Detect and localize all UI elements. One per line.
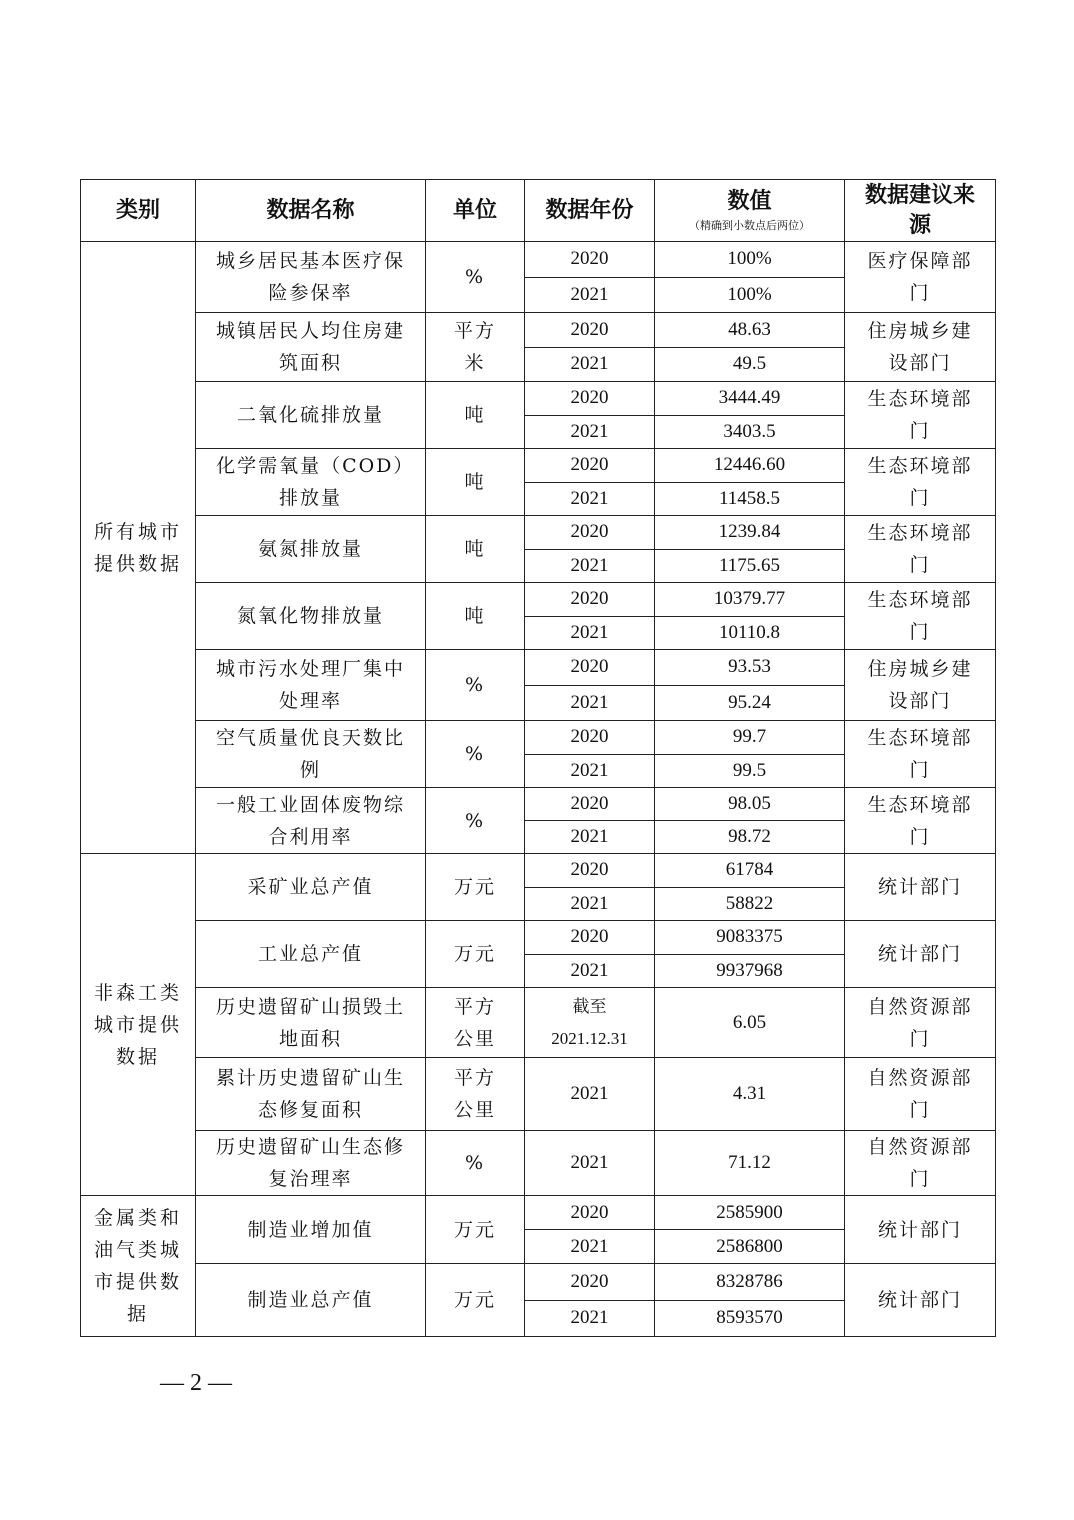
source-cell: 统计部门 <box>845 1264 996 1337</box>
value-cell: 11458.5 <box>655 482 845 516</box>
year-cell: 2021 <box>525 1058 655 1131</box>
source-cell: 自然资源部门 <box>845 1058 996 1131</box>
item-name-cell: 采矿业总产值 <box>196 854 426 921</box>
source-cell: 自然资源部门 <box>845 988 996 1058</box>
source-cell: 生态环境部门 <box>845 516 996 583</box>
item-name-cell: 累计历史遗留矿山生态修复面积 <box>196 1058 426 1131</box>
value-cell: 61784 <box>655 854 845 888</box>
year-cell: 2020 <box>525 650 655 686</box>
year-cell: 2021 <box>525 754 655 788</box>
value-cell: 8593570 <box>655 1300 845 1337</box>
header-source-label: 数据建议来源 <box>864 182 975 238</box>
item-name-cell: 城市污水处理厂集中处理率 <box>196 650 426 721</box>
page-number: — 2 — <box>160 1370 232 1396</box>
year-cell: 2021 <box>525 616 655 650</box>
item-name-cell: 二氧化硫排放量 <box>196 382 426 449</box>
table-row <box>81 1058 996 1131</box>
unit-cell: 吨 <box>426 516 525 583</box>
unit-cell: 万元 <box>426 1264 525 1337</box>
value-cell: 100% <box>655 242 845 278</box>
unit-cell: 平方公里 <box>426 988 525 1058</box>
value-cell: 3403.5 <box>655 415 845 449</box>
year-cell: 2020 <box>525 449 655 483</box>
source-cell: 医疗保障部门 <box>845 242 996 313</box>
year-cell: 2020 <box>525 921 655 955</box>
unit-cell: % <box>426 721 525 788</box>
table-row <box>81 650 996 686</box>
table-row <box>81 449 996 483</box>
year-cell: 2020 <box>525 313 655 348</box>
unit-cell: 吨 <box>426 449 525 516</box>
year-cell: 2020 <box>525 242 655 278</box>
unit-cell: 吨 <box>426 382 525 449</box>
unit-cell: % <box>426 242 525 313</box>
value-cell: 6.05 <box>655 988 845 1058</box>
value-cell: 100% <box>655 277 845 313</box>
value-cell: 2586800 <box>655 1230 845 1264</box>
header-value-label: 数值 <box>727 188 772 214</box>
year-cell: 2020 <box>525 1264 655 1301</box>
unit-cell: 万元 <box>426 1196 525 1264</box>
year-cell: 2021 <box>525 1131 655 1196</box>
data-table <box>80 179 996 1337</box>
item-name-cell: 氨氮排放量 <box>196 516 426 583</box>
header-name: 数据名称 <box>196 180 426 242</box>
source-cell: 住房城乡建设部门 <box>845 313 996 382</box>
header-value <box>655 180 845 242</box>
item-name-cell: 城乡居民基本医疗保险参保率 <box>196 242 426 313</box>
year-cell: 2020 <box>525 788 655 821</box>
source-cell: 生态环境部门 <box>845 721 996 788</box>
year-cell: 2021 <box>525 1300 655 1337</box>
value-cell: 98.05 <box>655 788 845 821</box>
table-row <box>81 988 996 1058</box>
year-cell: 2020 <box>525 516 655 550</box>
value-cell: 10110.8 <box>655 616 845 650</box>
value-cell: 1175.65 <box>655 549 845 583</box>
value-cell: 10379.77 <box>655 583 845 617</box>
value-cell: 98.72 <box>655 821 845 854</box>
category-cell: 非森工类城市提供数据 <box>81 854 196 1196</box>
unit-cell: 平方米 <box>426 313 525 382</box>
value-cell: 8328786 <box>655 1264 845 1301</box>
source-cell: 生态环境部门 <box>845 583 996 650</box>
year-cell: 2021 <box>525 415 655 449</box>
unit-cell: 平方公里 <box>426 1058 525 1131</box>
item-name-cell: 一般工业固体废物综合利用率 <box>196 788 426 854</box>
value-cell: 9937968 <box>655 954 845 988</box>
source-cell: 统计部门 <box>845 1196 996 1264</box>
table-row <box>81 721 996 755</box>
category-cell: 所有城市提供数据 <box>81 242 196 854</box>
table-row <box>81 1264 996 1301</box>
value-cell: 12446.60 <box>655 449 845 483</box>
value-cell: 4.31 <box>655 1058 845 1131</box>
source-cell: 生态环境部门 <box>845 382 996 449</box>
table-row <box>81 583 996 617</box>
unit-cell: % <box>426 1131 525 1196</box>
unit-cell: % <box>426 650 525 721</box>
value-cell: 1239.84 <box>655 516 845 550</box>
item-name-cell: 氮氧化物排放量 <box>196 583 426 650</box>
item-name-cell: 历史遗留矿山生态修复治理率 <box>196 1131 426 1196</box>
header-row <box>81 180 996 242</box>
header-source <box>845 180 996 242</box>
table-row <box>81 382 996 416</box>
item-name-cell: 历史遗留矿山损毁土地面积 <box>196 988 426 1058</box>
table-row <box>81 854 996 888</box>
item-name-cell: 工业总产值 <box>196 921 426 988</box>
table-row <box>81 1196 996 1230</box>
year-cell: 2021 <box>525 1230 655 1264</box>
year-cell: 2021 <box>525 482 655 516</box>
unit-cell: 吨 <box>426 583 525 650</box>
source-cell: 自然资源部门 <box>845 1131 996 1196</box>
unit-cell: 万元 <box>426 854 525 921</box>
year-cell: 2020 <box>525 1196 655 1230</box>
value-cell: 49.5 <box>655 347 845 382</box>
table-row <box>81 1131 996 1196</box>
header-year: 数据年份 <box>525 180 655 242</box>
header-value-note: （精确到小数点后两位） <box>689 218 810 232</box>
year-cell: 2021 <box>525 277 655 313</box>
header-category: 类别 <box>81 180 196 242</box>
value-cell: 9083375 <box>655 921 845 955</box>
year-cell: 2021 <box>525 821 655 854</box>
source-cell: 统计部门 <box>845 854 996 921</box>
year-cell: 2021 <box>525 685 655 721</box>
value-cell: 71.12 <box>655 1131 845 1196</box>
table-row <box>81 242 996 278</box>
table-row <box>81 516 996 550</box>
source-cell: 生态环境部门 <box>845 449 996 516</box>
value-cell: 3444.49 <box>655 382 845 416</box>
item-name-cell: 制造业总产值 <box>196 1264 426 1337</box>
value-cell: 95.24 <box>655 685 845 721</box>
value-cell: 99.5 <box>655 754 845 788</box>
table-row <box>81 313 996 348</box>
unit-cell: 万元 <box>426 921 525 988</box>
year-cell: 2021 <box>525 347 655 382</box>
header-unit: 单位 <box>426 180 525 242</box>
year-cell: 2021 <box>525 549 655 583</box>
item-name-cell: 城镇居民人均住房建筑面积 <box>196 313 426 382</box>
item-name-cell: 空气质量优良天数比例 <box>196 721 426 788</box>
year-cell: 2021 <box>525 954 655 988</box>
category-cell: 金属类和油气类城市提供数据 <box>81 1196 196 1337</box>
source-cell: 统计部门 <box>845 921 996 988</box>
value-cell: 93.53 <box>655 650 845 686</box>
unit-cell: % <box>426 788 525 854</box>
value-cell: 48.63 <box>655 313 845 348</box>
value-cell: 2585900 <box>655 1196 845 1230</box>
year-cell: 截至2021.12.31 <box>525 988 655 1058</box>
value-cell: 99.7 <box>655 721 845 755</box>
item-name-cell: 化学需氧量（COD）排放量 <box>196 449 426 516</box>
year-cell: 2020 <box>525 854 655 888</box>
table-body <box>81 242 996 1337</box>
year-cell: 2020 <box>525 583 655 617</box>
table-row <box>81 788 996 821</box>
item-name-cell: 制造业增加值 <box>196 1196 426 1264</box>
year-cell: 2020 <box>525 721 655 755</box>
year-cell: 2020 <box>525 382 655 416</box>
source-cell: 住房城乡建设部门 <box>845 650 996 721</box>
table-row <box>81 921 996 955</box>
year-cell: 2021 <box>525 887 655 921</box>
source-cell: 生态环境部门 <box>845 788 996 854</box>
value-cell: 58822 <box>655 887 845 921</box>
